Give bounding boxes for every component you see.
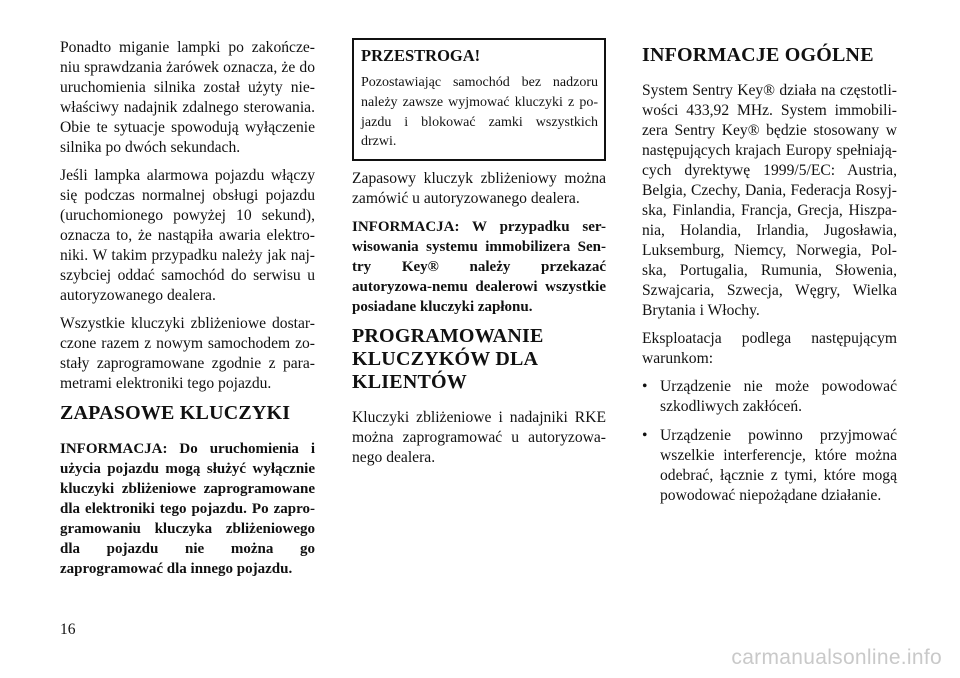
section-heading-general-info: INFORMACJE OGÓLNE <box>642 44 874 66</box>
paragraph: System Sentry Key® działa na częstotli-wości 433,92 MHz. System immobili-zera Sentry Key® będzie stosowany w następujących krajach Europy spełniają-cych dyrektywę 1999/5/EC: Austria, Belgia, Czechy, Dania, Federacja Rosyj-ska, Finlandia, Francja, Grecja, Hiszpa-nia, Holandia, Irlandia, Jugosławia, Luksemburg, Niemcy, Norwegia, Pol-ska, Portugalia, Rumunia, Słowenia, Szwajcaria, Szwecja, Węgry, Wielka Brytania i Włochy. <box>642 82 897 319</box>
paragraph: Wszystkie kluczyki zbliżeniowe dostar-czone razem z nowym samochodem zo-stały zaprogramowane zgodnie z para-metrami elektroniki tego pojazdu. <box>60 315 315 392</box>
list-item <box>642 426 897 506</box>
column-right <box>642 38 897 515</box>
paragraph: Zapasowy kluczyk zbliżeniowy można zamówić u autoryzowanego dealera. <box>352 170 606 208</box>
conditions-list <box>642 377 897 506</box>
list-item-text: Urządzenie powinno przyjmować wszelkie interferencje, które można odebrać, łącznie z tymi, które mogą powodować niepożądane działanie. <box>660 427 897 504</box>
section-heading-spare-keys: ZAPASOWE KLUCZYKI <box>60 402 291 424</box>
watermark: carmanualsonline.info <box>731 646 942 669</box>
column-left <box>60 38 315 587</box>
note-paragraph: INFORMACJA: W przypadku ser-wisowania systemu immobilizera Sen-try Key® należy przekazać autoryzowa-nemu dealerowi wszystkie posiadane kluczyki zapłonu. <box>352 219 606 316</box>
column-middle <box>352 38 606 476</box>
warning-box <box>352 38 606 161</box>
page-number: 16 <box>60 621 76 638</box>
warning-text: Pozostawiając samochód bez nadzoru należy zawsze wyjmować kluczyki z po-jazdu i blokować zamki wszystkich drzwi. <box>361 75 598 150</box>
section-heading-key-programming: PROGRAMOWANIE KLUCZYKÓW DLA KLIENTÓW <box>352 325 544 394</box>
note-paragraph: INFORMACJA: Do uruchomienia i użycia pojazdu mogą służyć wyłącznie kluczyki zbliżeniowe zaprogramowane dla elektroniki tego pojazdu. Po zapro-gramowaniu kluczyka zbliżeniowego dla pojazdu nie można go zaprogramować dla innego pojazdu. <box>60 441 315 577</box>
paragraph: Kluczyki zbliżeniowe i nadajniki RKE można zaprogramować u autoryzowa-nego dealera. <box>352 409 606 467</box>
list-item-text: Urządzenie nie może powodować szkodliwych zakłóceń. <box>660 378 897 415</box>
warning-title: PRZESTROGA! <box>361 46 481 65</box>
paragraph: Eksploatacja podlega następującym warunkom: <box>642 330 897 367</box>
bullet-icon: • <box>642 378 648 395</box>
paragraph: Jeśli lampka alarmowa pojazdu włączy się podczas normalnej obsługi pojazdu (uruchomionego powyżej 10 sekund), oznacza to, że nastąpiła awaria elektro-niki. W takim przypadku należy jak naj-szybciej oddać samochód do serwisu u autoryzowanego dealera. <box>60 167 315 304</box>
paragraph: Ponadto miganie lampki po zakończe-niu sprawdzania żarówek oznacza, że do uruchomienia silnika został użyty nie-właściwy nadajnik zdalnego sterowania. Obie te sytuacje spowodują wyłączenie silnika po dwóch sekundach. <box>60 39 315 156</box>
bullet-icon: • <box>642 427 648 444</box>
list-item <box>642 377 897 417</box>
